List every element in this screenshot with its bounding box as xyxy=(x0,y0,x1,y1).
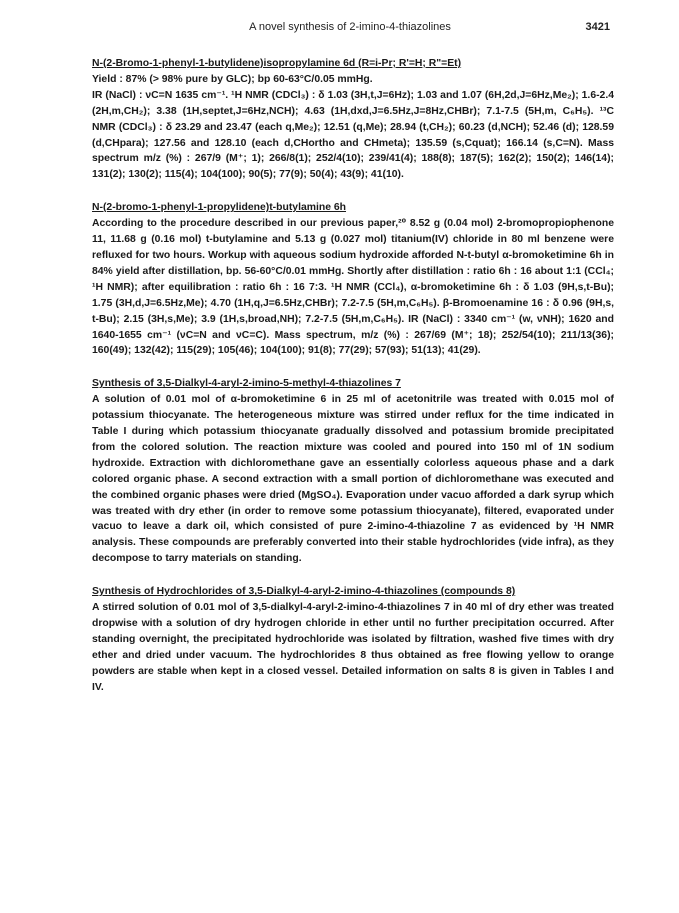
section-title: N-(2-bromo-1-phenyl-1-propylidene)t-butylamine 6h xyxy=(92,202,347,214)
section-synthesis-thiazolines xyxy=(92,376,614,567)
section-title: Synthesis of Hydrochlorides of 3,5-Dialkyl-4-aryl-2-imino-4-thiazolines (compounds 8) xyxy=(92,586,516,598)
section-synthesis-hydrochlorides xyxy=(92,584,614,695)
paper-body xyxy=(92,56,614,696)
paragraph: A solution of 0.01 mol of α-bromoketimine 6 in 25 ml of acetonitrile was treated with 0.015 mol of potassium thiocyanate. The heterogeneous mixture was stirred under reflux for the time indicated in Table I during which potassium thiocyanate gradually dissolved and potassium bromide precipitated from the colored solution. The reaction mixture was cooled and poured into 150 ml of 1N sodium hydroxide. Extraction with dichloromethane gave an essentially colorless aqueous phase and a dark colored organic phase. A second extraction with a small portion of dichloromethane was executed and the combined organic phases were dried (MgSO₄). Evaporation under vacuo afforded a dark syrup which was treated with dry ether (in order to remove some potassium thiocyanate), filtered, evaporated under vacuo to leave a dark oil, which consisted of pure 2-imino-4-thiazoline 7 as evidenced by ¹H NMR analysis. These compounds are preferably converted into their stable hydrochlorides (vide infra), as they decompose to tarry materials on standing. xyxy=(92,394,614,565)
page-header xyxy=(90,21,610,37)
section-compound-6d xyxy=(92,56,614,183)
running-title: A novel synthesis of 2-imino-4-thiazolines xyxy=(249,21,451,33)
section-title: Synthesis of 3,5-Dialkyl-4-aryl-2-imino-5-methyl-4-thiazolines 7 xyxy=(92,378,401,390)
paragraph: IR (NaCl) : νC=N 1635 cm⁻¹. ¹H NMR (CDCl₃) : δ 1.03 (3H,t,J=6Hz); 1.03 and 1.07 (6H,2d,J=6Hz,Me₂); 1.6-2.4 (2H,m,CH₂); 3.38 (1H,septet,J=6Hz,NCH); 4.63 (1H,dxd,J=6.5Hz,J=8Hz,CHBr); 7.1-7.5 (5H,m, C₆H₅). ¹³C NMR (CDCl₃) : δ 23.29 and 23.47 (each q,Me₂); 12.51 (q,Me); 28.94 (t,CH₂); 60.23 (d,NCH); 52.46 (d); 128.59 (d,CHpara); 127.56 and 128.10 (each d,CHortho and CHmeta); 135.59 (s,Cquat); 166.14 (s,C=N). Mass spectrum m/z (%) : 267/9 (M⁺; 1); 266/8(1); 252/4(10); 239/41(4); 188(8); 187(5); 162(2); 150(2); 146(14); 131(2); 130(2); 115(4); 104(100); 90(5); 77(9); 50(4); 43(9); 41(10). xyxy=(92,89,614,181)
section-compound-6h xyxy=(92,200,614,359)
paragraph: A stirred solution of 0.01 mol of 3,5-dialkyl-4-aryl-2-imino-4-thiazolines 7 in 40 ml of dry ether was treated dropwise with a solution of dry hydrogen chloride in ether until no further precipitation occurred. After standing overnight, the precipitated hydrochloride was isolated by filtration, washed five times with dry ether and dried under vacuum. The hydrochlorides 8 thus obtained as free flowing yellow to orange powders are stable when kept in a closed vessel. Detailed information on salts 8 is given in Tables I and IV. xyxy=(92,602,614,693)
section-title: N-(2-Bromo-1-phenyl-1-butylidene)isopropylamine 6d (R=i-Pr; R'=H; R"=Et) xyxy=(92,58,462,69)
paragraph: Yield : 87% (> 98% pure by GLC); bp 60-63°C/0.05 mmHg. xyxy=(92,73,373,85)
paragraph: According to the procedure described in our previous paper,²⁰ 8.52 g (0.04 mol) 2-bromopropiophenone 11, 11.68 g (0.16 mol) t-butylamine and 5.13 g (0.027 mol) titanium(IV) chloride in 80 ml benzene were refluxed for two hours. Workup with aqueous sodium hydroxide afforded N-t-butyl α-bromoketimine 6h in 84% yield after distillation, bp. 56-60°C/0.01 mmHg. Shortly after distillation : ratio 6h : 16 about 1:1 (CCl₄; ¹H NMR); after equilibration : ratio 6h : 16 7:3. ¹H NMR (CCl₄), α-bromoketimine 6h : δ 1.03 (9H,s,t-Bu); 1.75 (3H,d,J=6.5Hz,Me); 4.70 (1H,q,J=6.5Hz,CHBr); 7.2-7.5 (5H,m,C₆H₅). β-Bromoenamine 16 : δ 0.96 (9H,s, t-Bu); 2.15 (3H,s,Me); 3.9 (1H,s,broad,NH); 7.2-7.5 (5H,m,C₆H₅). IR (NaCl) : 3340 cm⁻¹ (w, νNH); 1620 and 1640-1655 cm⁻¹ (νC=N and νC=C). Mass spectrum, m/z (%) : 267/69 (M⁺; 18); 252/54(10); 211/13(36); 160(49); 132(42); 115(29); 105(46); 104(100); 91(8); 77(29); 57(93); 51(13); 41(29). xyxy=(92,218,614,357)
page-number: 3421 xyxy=(585,21,610,33)
